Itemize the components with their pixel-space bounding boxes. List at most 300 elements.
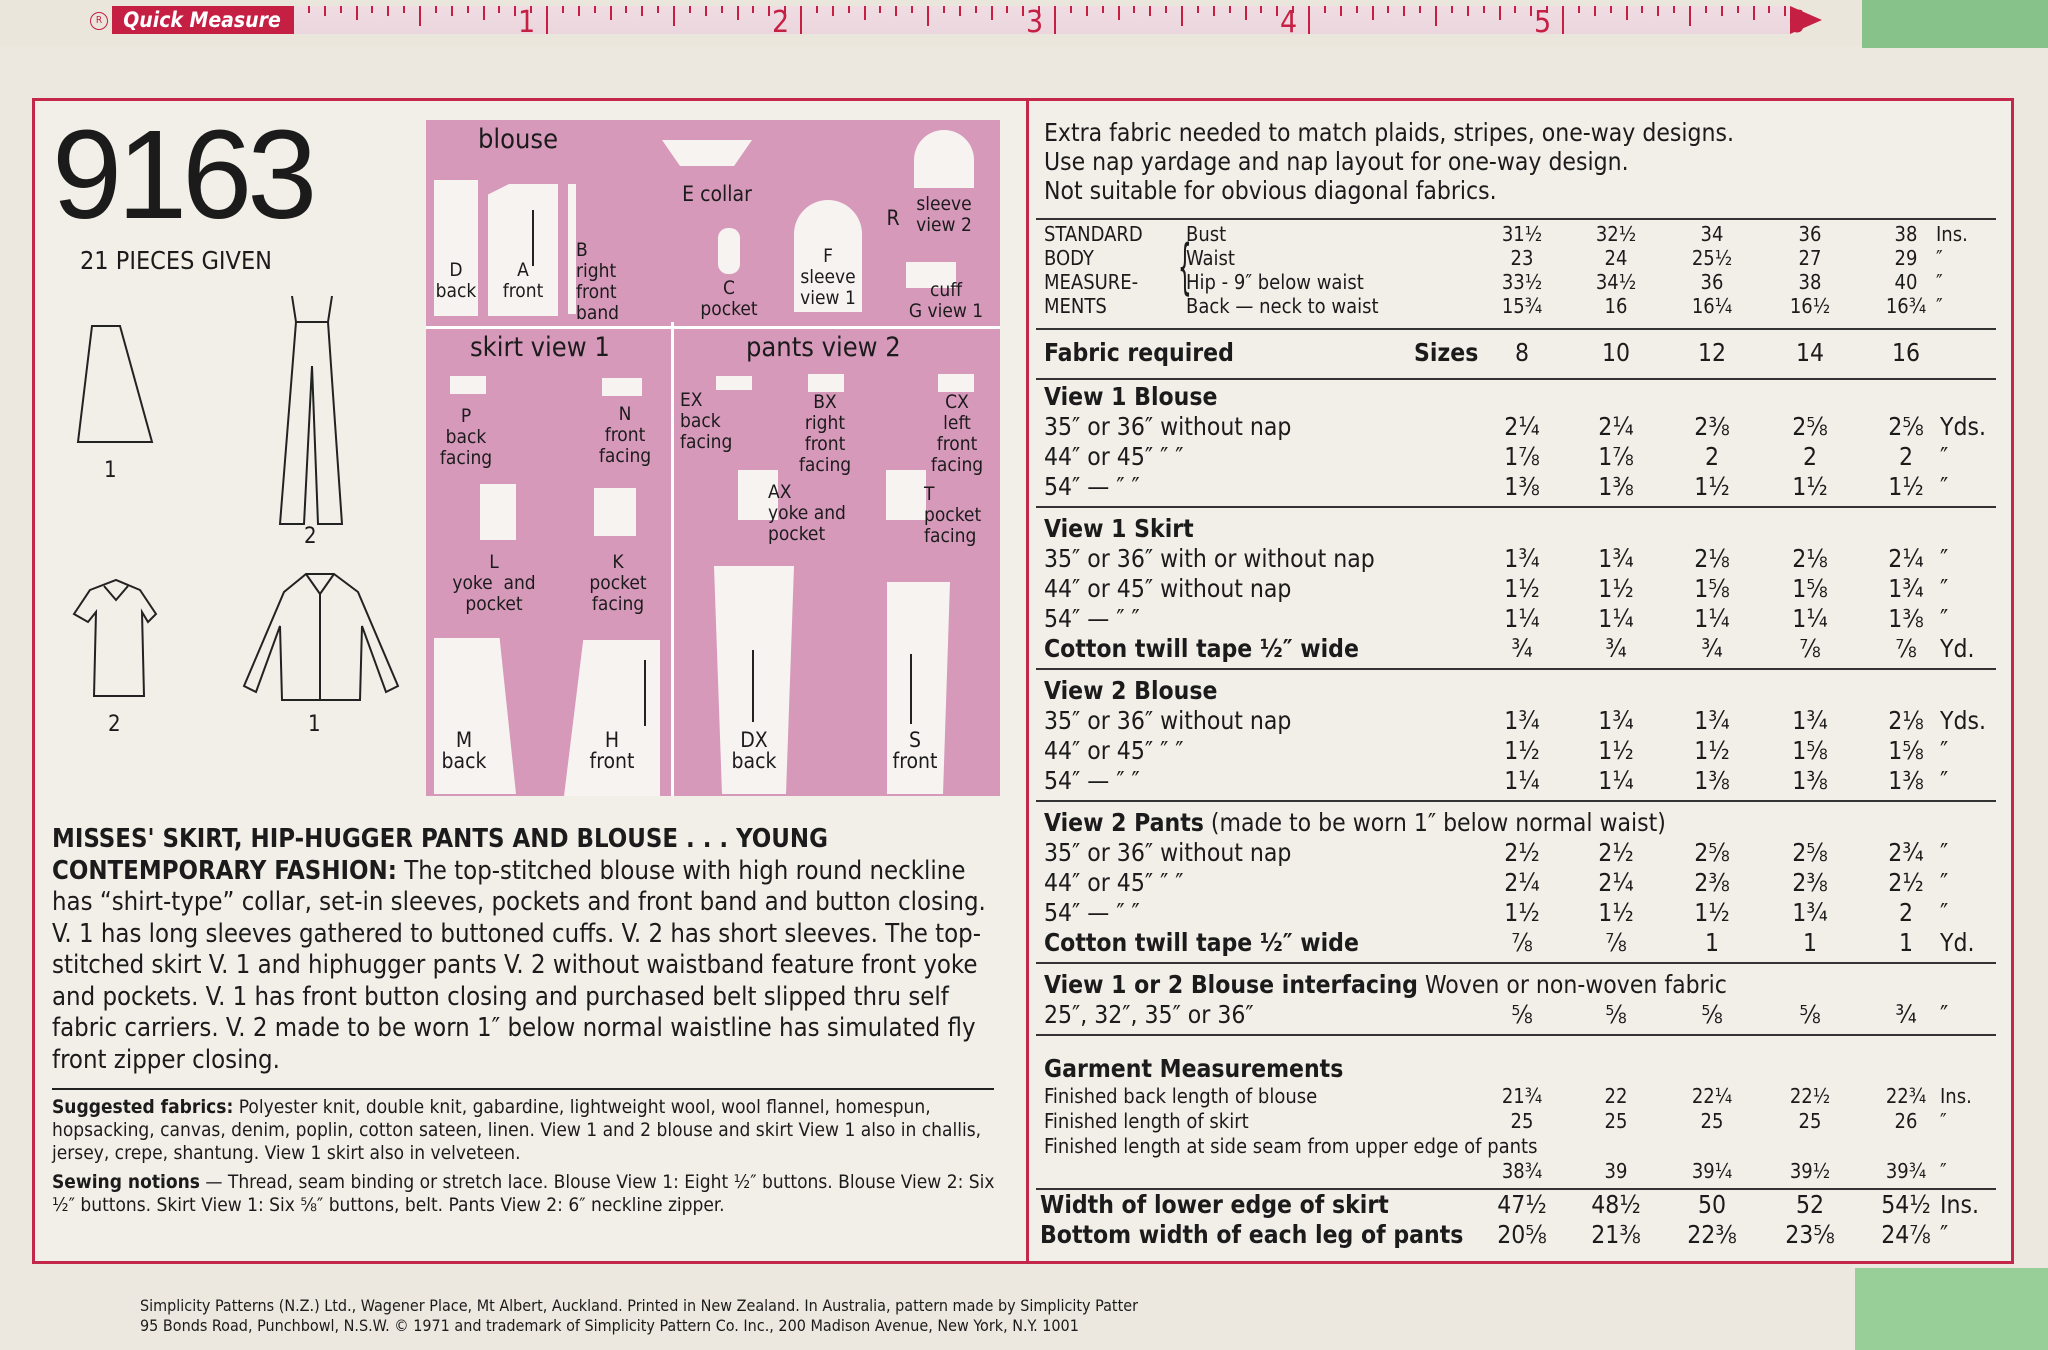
ruler-tick <box>1102 6 1104 13</box>
suggested-fabrics <box>52 1096 1002 1217</box>
ruler-tick <box>1435 6 1437 26</box>
fabric-amount: 1 <box>1704 928 1720 957</box>
fabric-amount: 2⅜ <box>1694 412 1730 441</box>
rule <box>1036 668 1996 670</box>
fabric-amount: ¾ <box>1895 1000 1917 1029</box>
piece-K: K pocket facing <box>589 551 647 615</box>
blouse-heading: blouse <box>478 124 559 155</box>
ruler-tick <box>768 6 770 16</box>
ruler-tick <box>959 6 961 16</box>
width-value: 22⅜ <box>1687 1220 1737 1249</box>
fabric-amount: ⅝ <box>1605 1000 1627 1029</box>
garment-value: 39¾ <box>1885 1159 1927 1183</box>
ruler-tick <box>1514 6 1516 13</box>
body-measure-value: 33½ <box>1501 270 1543 294</box>
piece-shape <box>450 376 486 394</box>
body-measure-value: 16 <box>1604 294 1628 318</box>
width-value: 47½ <box>1497 1190 1547 1219</box>
ruler-tick <box>943 6 945 13</box>
ruler-tick <box>1403 6 1405 16</box>
fabric-amount: 1⅜ <box>1792 766 1828 795</box>
ruler-tick <box>1499 6 1501 20</box>
fabric-amount: 2⅝ <box>1792 412 1828 441</box>
ruler-tick <box>1372 6 1374 20</box>
fabric-row-label: 44″ or 45″ ″ ″ <box>1044 736 1184 765</box>
piece-R: R <box>886 206 900 230</box>
ruler-tick <box>1594 6 1596 16</box>
section-title <box>1044 676 1217 705</box>
ruler-tick <box>356 6 358 20</box>
ruler-tick <box>451 6 453 16</box>
fabric-amount: 2¼ <box>1504 868 1540 897</box>
piece-shape <box>938 374 974 392</box>
width-value: 20⅝ <box>1497 1220 1547 1249</box>
fabric-row-label: 54″ — ″ ″ <box>1044 766 1140 795</box>
view-label: 2 <box>304 524 317 549</box>
section-title-note: (made to be worn 1″ below normal waist) <box>1203 808 1666 837</box>
fabric-row-label: 25″, 32″, 35″ or 36″ <box>1044 1000 1254 1029</box>
garment-value: 25 <box>1604 1109 1628 1133</box>
unit-label: Yd. <box>1940 634 1975 663</box>
piece-shape <box>602 378 642 396</box>
piece-AX: AX yoke and pocket <box>768 481 846 545</box>
view-sketches <box>60 296 420 736</box>
body-measure-label: Waist <box>1186 246 1235 270</box>
piece-BX: BX right front facing <box>798 391 852 476</box>
fabric-amount: 1¾ <box>1504 544 1540 573</box>
fabric-amount: 2¼ <box>1598 412 1634 441</box>
pattern-pieces-panel <box>426 120 1000 796</box>
skirt-heading: skirt view 1 <box>470 332 610 363</box>
footer-line2: 95 Bonds Road, Punchbowl, N.S.W. © 1971 and trademark of Simplicity Pattern Co. Inc., 200 Madison Avenue, New York, N.Y. 1001 <box>140 1316 1079 1335</box>
fabric-amount: 2⅛ <box>1792 544 1828 573</box>
ruler-number: 1 <box>518 5 536 40</box>
fabrics-text: Polyester knit, double knit, gabardine, lightweight wool, wool flannel, homespun, hopsacking, canvas, denim, poplin, cotton sateen, linen. View 1 and 2 blouse and skirt View 1 also in challis, jersey, crepe, shantung. View 1 skirt also in velveteen. <box>52 1096 982 1164</box>
fabric-amount: 1½ <box>1504 898 1540 927</box>
garment-value: 38¾ <box>1501 1159 1543 1183</box>
fabric-amount: 1½ <box>1694 736 1730 765</box>
rule <box>1036 328 1996 330</box>
green-tape <box>1862 0 2048 48</box>
fabric-amount: 2⅜ <box>1792 868 1828 897</box>
fabric-amount: 2½ <box>1504 838 1540 867</box>
fabric-amount: 1½ <box>1598 736 1634 765</box>
ruler-tick <box>403 6 405 13</box>
fabric-amount: 1⅝ <box>1792 736 1828 765</box>
unit-label: ″ <box>1936 294 1943 318</box>
footer-line1: Simplicity Patterns (N.Z.) Ltd., Wagener Place, Mt Albert, Auckland. Printed in New Zealand. In Australia, pattern made by Simplicity Patter <box>140 1296 1138 1315</box>
pants-sketch <box>280 322 342 524</box>
ruler-arrow-icon <box>1790 6 1822 34</box>
piece-F: F sleeve view 1 <box>800 245 856 309</box>
ruler-tick <box>1276 6 1278 16</box>
fabric-amount: 1½ <box>1598 574 1634 603</box>
ruler-tick <box>689 6 691 13</box>
ruler-tick <box>1657 6 1659 16</box>
fabric-amount: 2 <box>1898 898 1914 927</box>
ruler-tick <box>737 6 739 20</box>
ruler-tick <box>1054 6 1056 34</box>
ruler-tick <box>848 6 850 13</box>
fabric-amount: 1¾ <box>1792 898 1828 927</box>
fabric-amount: 1¾ <box>1504 706 1540 735</box>
unit-label: ″ <box>1940 838 1949 867</box>
piece-G: cuff G view 1 <box>908 279 984 322</box>
ruler-brand: Quick Measure <box>112 6 292 34</box>
fabric-amount: 1⅜ <box>1504 472 1540 501</box>
ruler-tick <box>1356 6 1358 13</box>
piece-A: A front <box>502 259 544 302</box>
size-header: 16 <box>1891 338 1921 367</box>
garment-value: 39½ <box>1789 1159 1831 1183</box>
ruler-number: 4 <box>1280 5 1298 40</box>
fabric-amount: 1⅜ <box>1888 604 1924 633</box>
ruler-tick <box>895 6 897 16</box>
skirt-sketch <box>78 326 152 442</box>
fabric-amount: 1⅜ <box>1598 472 1634 501</box>
fabric-amount: 2⅜ <box>1694 868 1730 897</box>
ruler-tick <box>594 6 596 13</box>
ruler-tick <box>816 6 818 13</box>
piece-shape <box>716 376 752 390</box>
unit-label: ″ <box>1940 442 1949 471</box>
body-measure-value: 25½ <box>1691 246 1733 270</box>
fabric-row-label: 44″ or 45″ without nap <box>1044 574 1292 603</box>
fabric-amount: 1½ <box>1504 574 1540 603</box>
ruler-tick <box>467 6 469 13</box>
view-label: 1 <box>104 458 117 483</box>
note-line: Not suitable for obvious diagonal fabrics. <box>1044 176 1497 205</box>
unit-label: ″ <box>1940 472 1949 501</box>
body-measure-value: 40 <box>1894 270 1918 294</box>
fabric-amount: 1½ <box>1792 472 1828 501</box>
fabric-amount: 2 <box>1898 442 1914 471</box>
sizes-label: Sizes <box>1414 338 1479 367</box>
ruler-tick <box>625 6 627 13</box>
ruler-tick <box>1721 6 1723 16</box>
ruler-tick <box>308 6 310 13</box>
ruler-tick <box>991 6 993 20</box>
piece-shape <box>594 488 636 536</box>
fabric-amount: 2½ <box>1888 868 1924 897</box>
fabric-amount: ¾ <box>1511 634 1533 663</box>
garment-value: 25 <box>1700 1109 1724 1133</box>
fabric-amount: 1¾ <box>1888 574 1924 603</box>
fabric-amount: ¾ <box>1701 634 1723 663</box>
garment-value: 25 <box>1510 1109 1534 1133</box>
ruler-tick <box>1006 6 1008 13</box>
grain-arrow-icon <box>532 210 534 266</box>
ruler-tick <box>975 6 977 13</box>
unit-label: Ins. <box>1940 1190 1979 1219</box>
ruler-tick <box>1387 6 1389 13</box>
fabric-amount: ⅞ <box>1799 634 1821 663</box>
unit-label: ″ <box>1940 1159 1947 1183</box>
registered-mark: R <box>90 12 108 30</box>
section-title-text: View 1 Skirt <box>1044 514 1194 543</box>
rule <box>1036 800 1996 802</box>
ruler-tick <box>1641 6 1643 13</box>
garment-value: 22¾ <box>1885 1084 1927 1108</box>
fabric-amount: 1½ <box>1888 472 1924 501</box>
fabric-amount: 2¼ <box>1888 544 1924 573</box>
ruler-tick <box>1213 6 1215 16</box>
fabric-amount: 1¼ <box>1598 604 1634 633</box>
garment-row-label: Finished length of skirt <box>1044 1109 1249 1133</box>
garment-value: 21¾ <box>1501 1084 1543 1108</box>
ruler-tick <box>1768 6 1770 13</box>
width-value: 54½ <box>1881 1190 1931 1219</box>
piece-shape <box>568 184 576 314</box>
ruler-tick <box>1070 6 1072 13</box>
ruler-tick <box>1689 6 1691 26</box>
description-separator <box>52 1088 994 1090</box>
ruler-tick <box>498 6 500 13</box>
ruler-tick <box>387 6 389 16</box>
garment-row-label: Finished length at side seam from upper edge of pants <box>1044 1134 1538 1158</box>
ruler-tick <box>1419 6 1421 13</box>
pants-heading: pants view 2 <box>746 332 901 363</box>
fabric-amount: 1⅜ <box>1694 766 1730 795</box>
body-measure-label: Hip - 9″ below waist <box>1186 270 1364 294</box>
width-value: 50 <box>1697 1190 1727 1219</box>
grain-arrow-icon <box>752 650 754 722</box>
grain-arrow-icon <box>644 660 646 726</box>
body-measure-label: Bust <box>1186 222 1227 246</box>
ruler-tick <box>1578 6 1580 13</box>
fabric-amount: 1⅝ <box>1888 736 1924 765</box>
unit-label: ″ <box>1940 604 1949 633</box>
fabric-amount: 2 <box>1802 442 1818 471</box>
ruler-tick <box>610 6 612 20</box>
width-value: 21⅜ <box>1591 1220 1641 1249</box>
fabric-amount: 1¼ <box>1504 604 1540 633</box>
green-tape-bottom <box>1855 1268 2048 1350</box>
unit-label: ″ <box>1940 1220 1949 1249</box>
unit-label: ″ <box>1936 270 1943 294</box>
ruler-tick <box>1530 6 1532 16</box>
grain-arrow-icon <box>910 654 912 724</box>
ruler-tick <box>800 6 802 34</box>
piece-CX: CX left front facing <box>930 391 984 476</box>
ruler-number: 6 <box>1788 5 1806 40</box>
body-measure-value: 38 <box>1798 270 1822 294</box>
garment-value: 39 <box>1604 1159 1628 1183</box>
width-value: 48½ <box>1591 1190 1641 1219</box>
fabric-amount: 2¼ <box>1598 868 1634 897</box>
unit-label: Ins. <box>1936 222 1968 246</box>
ruler-tick <box>1229 6 1231 13</box>
rule <box>1036 1034 1996 1036</box>
description-text: The top-stitched blouse with high round neckline has “shirt-type” collar, set-in sleeves, pockets and front band and button closing. V. 1 has long sleeves gathered to buttoned cuffs. V. 2 has short sleeves. The top-stitched skirt V. 1 and hiphugger pants V. 2 without waistband feature front yoke and pockets. V. 1 has front button closing and purchased belt slipped thru self fabric carriers. V. 2 made to be worn 1″ below normal waistline has simulated fly front zipper closing. <box>52 855 986 1075</box>
garment-value: 22¼ <box>1691 1084 1733 1108</box>
garment-row-label: Finished back length of blouse <box>1044 1084 1318 1108</box>
body-measure-value: 16¾ <box>1885 294 1927 318</box>
fabric-amount: 1⅞ <box>1598 442 1634 471</box>
fabric-amount: 2¾ <box>1888 838 1924 867</box>
ruler-tick <box>562 6 564 13</box>
body-measure-value: 16¼ <box>1691 294 1733 318</box>
piece-shape <box>808 374 844 392</box>
notes <box>1044 118 1734 205</box>
ruler-tick <box>1784 6 1786 16</box>
body-measure-value: 36 <box>1700 270 1724 294</box>
ruler-tick <box>1118 6 1120 20</box>
piece-shape <box>480 484 516 540</box>
body-measure-value: 34 <box>1700 222 1724 246</box>
body-measure-value: 34½ <box>1595 270 1637 294</box>
fabric-amount: 2⅛ <box>1888 706 1924 735</box>
size-header: 8 <box>1514 338 1530 367</box>
ruler-tick <box>879 6 881 13</box>
body-measure-value: 16½ <box>1789 294 1831 318</box>
ruler-number: 5 <box>1534 5 1552 40</box>
fabric-amount: 1¼ <box>1598 766 1634 795</box>
section-title-text: View 1 Blouse <box>1044 382 1218 411</box>
piece-DX: DX back <box>731 728 777 773</box>
fabric-amount: ⅞ <box>1895 634 1917 663</box>
width-value: 24⅞ <box>1881 1220 1931 1249</box>
piece-H: H front <box>589 728 635 773</box>
width-value: 52 <box>1795 1190 1825 1219</box>
view-label: 1 <box>308 712 321 737</box>
garment-title: Garment Measurements <box>1044 1054 1344 1083</box>
unit-label: ″ <box>1940 574 1949 603</box>
fabric-amount: 1½ <box>1694 472 1730 501</box>
view-label: 2 <box>108 712 121 737</box>
fabric-amount: 2½ <box>1598 838 1634 867</box>
fabric-amount: 2⅛ <box>1694 544 1730 573</box>
fabric-row-label: 35″ or 36″ without nap <box>1044 706 1292 735</box>
fabric-amount: 1 <box>1898 928 1914 957</box>
ruler-tick <box>1245 6 1247 20</box>
piece-shape <box>662 140 752 166</box>
ruler-tick <box>1626 6 1628 20</box>
rule <box>1036 506 1996 508</box>
note-line: Use nap yardage and nap layout for one-way design. <box>1044 147 1629 176</box>
fabric-row-label: Cotton twill tape ½″ wide <box>1044 928 1359 957</box>
ruler-tick <box>1133 6 1135 13</box>
fabric-amount: 1¼ <box>1792 604 1828 633</box>
ruler-tick <box>324 6 326 16</box>
ruler-number: 3 <box>1026 5 1044 40</box>
unit-label: ″ <box>1940 1109 1947 1133</box>
fabric-amount: 1⅝ <box>1694 574 1730 603</box>
section-title-text: View 1 or 2 Blouse interfacing <box>1044 970 1418 999</box>
piece-N: N front facing <box>598 403 652 467</box>
ruler-tick <box>1165 6 1167 13</box>
piece-M: M back <box>441 728 487 773</box>
ruler-tick <box>1610 6 1612 13</box>
section-title-text: View 2 Blouse <box>1044 676 1218 705</box>
piece-B: B right front band <box>576 239 620 324</box>
fabric-row-label: 44″ or 45″ ″ ″ <box>1044 868 1184 897</box>
body-measure-value: 27 <box>1798 246 1822 270</box>
ruler-tick <box>1673 6 1675 13</box>
fabric-amount: 1¾ <box>1598 706 1634 735</box>
piece-S: S front <box>892 728 938 773</box>
ruler-tick <box>546 6 548 34</box>
unit-label: Yds. <box>1940 706 1986 735</box>
width-value: 23⅝ <box>1785 1220 1835 1249</box>
piece-P: P back facing <box>439 405 493 469</box>
ruler-tick <box>419 6 421 26</box>
fabric-amount: ⅞ <box>1605 928 1627 957</box>
ruler-tick <box>483 6 485 20</box>
fabric-amount: 1⅞ <box>1504 442 1540 471</box>
fabric-amount: 2⅝ <box>1792 838 1828 867</box>
unit-label: ″ <box>1940 898 1949 927</box>
piece-shape <box>718 228 740 274</box>
fabric-amount: ⅝ <box>1511 1000 1533 1029</box>
panel-divider <box>426 326 1000 329</box>
body-measure-value: 15¾ <box>1501 294 1543 318</box>
notions-label: Sewing notions <box>52 1171 200 1193</box>
unit-label: ″ <box>1940 1000 1949 1029</box>
ruler-tick <box>292 6 294 34</box>
fabric-amount: ⅝ <box>1799 1000 1821 1029</box>
ruler-tick <box>1753 6 1755 20</box>
garment-value: 25 <box>1798 1109 1822 1133</box>
column-divider <box>1026 98 1029 1261</box>
ruler-tick <box>1737 6 1739 13</box>
ruler-tick <box>578 6 580 16</box>
ruler-tick <box>911 6 913 13</box>
piece-R-sleeve: sleeve view 2 <box>916 193 972 236</box>
quick-measure-ruler <box>0 0 2048 46</box>
rule <box>1036 218 1996 220</box>
fabric-row-label: Cotton twill tape ½″ wide <box>1044 634 1359 663</box>
ruler-tick <box>1308 6 1310 34</box>
unit-label: ″ <box>1940 736 1949 765</box>
ruler-tick <box>864 6 866 20</box>
fabric-amount: 1 <box>1802 928 1818 957</box>
unit-label: Yd. <box>1940 928 1975 957</box>
size-header: 12 <box>1697 338 1727 367</box>
garment-value: 26 <box>1894 1109 1918 1133</box>
piece-L: L yoke and pocket <box>452 551 536 615</box>
fabrics-label: Suggested fabrics: <box>52 1096 234 1118</box>
pattern-number: 9163 <box>52 104 313 245</box>
size-header: 10 <box>1601 338 1631 367</box>
fabric-amount: 1¾ <box>1694 706 1730 735</box>
fabric-amount: 2⅝ <box>1694 838 1730 867</box>
standard-body-label: STANDARD BODY MEASURE- MENTS <box>1044 222 1143 318</box>
brace-icon: { <box>1178 232 1192 302</box>
section-title-text: View 2 Pants <box>1044 808 1204 837</box>
unit-label: ″ <box>1936 246 1943 270</box>
piece-shape <box>914 130 974 188</box>
fabric-amount: 1¾ <box>1792 706 1828 735</box>
ruler-tick <box>514 6 516 16</box>
ruler-number: 2 <box>772 5 790 40</box>
unit-label: ″ <box>1940 766 1949 795</box>
ruler-tick <box>721 6 723 13</box>
ruler-tick <box>340 6 342 13</box>
piece-C: C pocket <box>700 277 758 320</box>
ruler-tick <box>371 6 373 13</box>
fabric-amount: 1½ <box>1694 898 1730 927</box>
fabric-row-label: 54″ — ″ ″ <box>1044 898 1140 927</box>
fabric-row-label: 54″ — ″ ″ <box>1044 472 1140 501</box>
body-measure-value: 36 <box>1798 222 1822 246</box>
fabric-amount: 2¼ <box>1504 412 1540 441</box>
ruler-tick <box>641 6 643 16</box>
ruler-tick <box>1705 6 1707 13</box>
notions-text: — Thread, seam binding or stretch lace. Blouse View 1: Eight ½″ buttons. Blouse View 2: Six ½″ buttons. Skirt View 1: Six ⅝″ buttons, belt. Pants View 2: 6″ neckline zipper. <box>52 1171 995 1216</box>
rule <box>1036 378 1996 380</box>
unit-label: Yds. <box>1940 412 1986 441</box>
